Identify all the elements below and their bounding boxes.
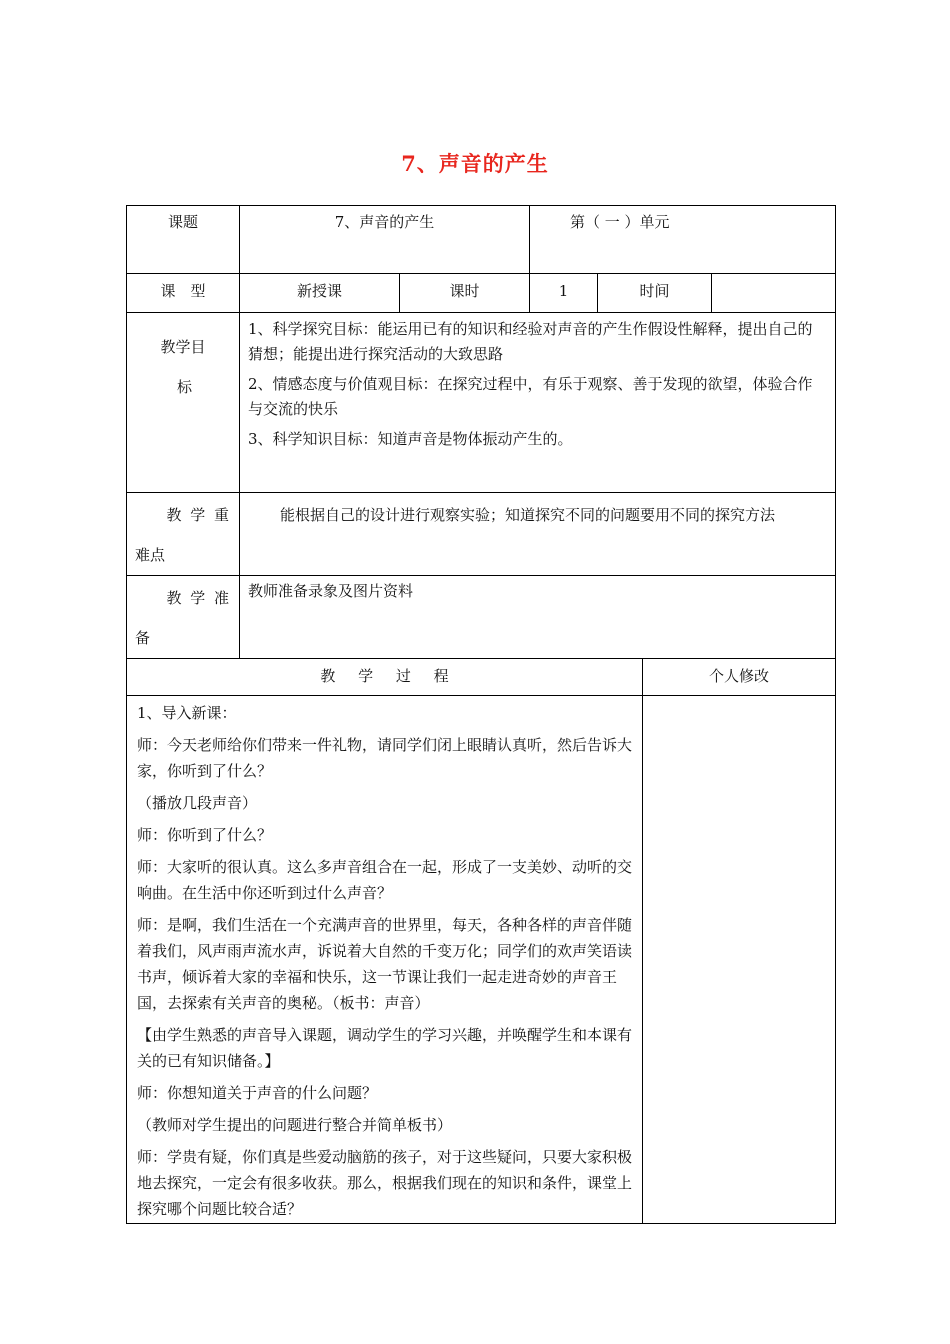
- type-label: 课 型: [127, 274, 240, 313]
- key-points-label-line2: 难点: [135, 546, 166, 564]
- objectives-label-line2: 标: [177, 378, 193, 396]
- topic-value: 7、声音的产生: [240, 206, 530, 274]
- key-points-row: [127, 493, 836, 576]
- key-points-content: 能根据自己的设计进行观察实验；知道探究不同的问题要用不同的探究方法: [240, 493, 836, 576]
- topic-row: [127, 206, 836, 274]
- key-points-label-line1: 教 学 重: [166, 506, 231, 524]
- key-points-label: [127, 493, 240, 576]
- objective-item: 3、科学知识目标：知道声音是物体振动产生的。: [248, 430, 573, 448]
- hours-label: 课时: [400, 274, 530, 313]
- process-paragraph: （播放几段声音）: [137, 794, 258, 812]
- objectives-content: [240, 313, 836, 493]
- process-paragraph: 师：你想知道关于声音的什么问题？: [137, 1084, 378, 1102]
- process-content-row: [127, 696, 836, 1224]
- type-value: 新授课: [240, 274, 400, 313]
- personal-edit-header: 个人修改: [643, 659, 836, 696]
- time-value: [712, 274, 836, 313]
- objectives-row: [127, 313, 836, 493]
- objectives-label-line1: 教学目: [160, 338, 206, 356]
- process-paragraph: 师：是啊，我们生活在一个充满声音的世界里，每天，各种各样的声音伴随着我们，风声雨声流水声，诉说着大自然的千变万化；同学们的欢声笑语读书声，倾诉着大家的幸福和快乐，这一节课让我们一起走进奇妙的声音王国，去探索有关声音的奥秘。（板书：声音）: [137, 916, 633, 1012]
- process-paragraph: 师：学贵有疑，你们真是些爱动脑筋的孩子，对于这些疑问，只要大家积极地去探究，一定会有很多收获。那么，根据我们现在的知识和条件，课堂上探究哪个问题比较合适？: [137, 1148, 633, 1218]
- topic-label: 课题: [127, 206, 240, 274]
- preparation-content: 教师准备录象及图片资料: [240, 576, 836, 659]
- objective-item: 1、科学探究目标：能运用已有的知识和经验对声音的产生作假设性解释，提出自己的猜想；能提出进行探究活动的大致思路: [248, 320, 813, 363]
- hours-value: 1: [530, 274, 598, 313]
- objective-item: 2、情感态度与价值观目标：在探究过程中，有乐于观察、善于发现的欲望，体验合作与交流的快乐: [248, 375, 813, 418]
- process-content: [127, 696, 643, 1224]
- process-paragraph: 【由学生熟悉的声音导入课题，调动学生的学习兴趣，并唤醒学生和本课有关的已有知识储备。】: [137, 1026, 633, 1070]
- process-paragraph: 师：你听到了什么？: [137, 826, 273, 844]
- unit-label: 第（ 一 ）单元: [530, 206, 836, 274]
- process-header-row: [127, 659, 836, 696]
- process-paragraph: 1、导入新课：: [137, 704, 237, 722]
- preparation-label: [127, 576, 240, 659]
- process-paragraph: 师：大家听的很认真。这么多声音组合在一起，形成了一支美妙、动听的交响曲。在生活中你还听到过什么声音？: [137, 858, 633, 902]
- lesson-plan-table: [126, 205, 836, 1224]
- process-paragraph: 师：今天老师给你们带来一件礼物，请同学们闭上眼睛认真听，然后告诉大家，你听到了什么？: [137, 736, 633, 780]
- personal-edit-cell: [643, 696, 836, 1224]
- objectives-label: [127, 313, 240, 493]
- preparation-label-line1: 教 学 准: [166, 589, 231, 607]
- process-header: 教 学 过 程: [127, 659, 643, 696]
- process-paragraph: （教师对学生提出的问题进行整合并简单板书）: [137, 1116, 453, 1134]
- document-title: 7、声音的产生: [401, 151, 549, 176]
- time-label: 时间: [598, 274, 712, 313]
- preparation-label-line2: 备: [135, 629, 151, 647]
- preparation-row: [127, 576, 836, 659]
- type-row: [127, 274, 836, 313]
